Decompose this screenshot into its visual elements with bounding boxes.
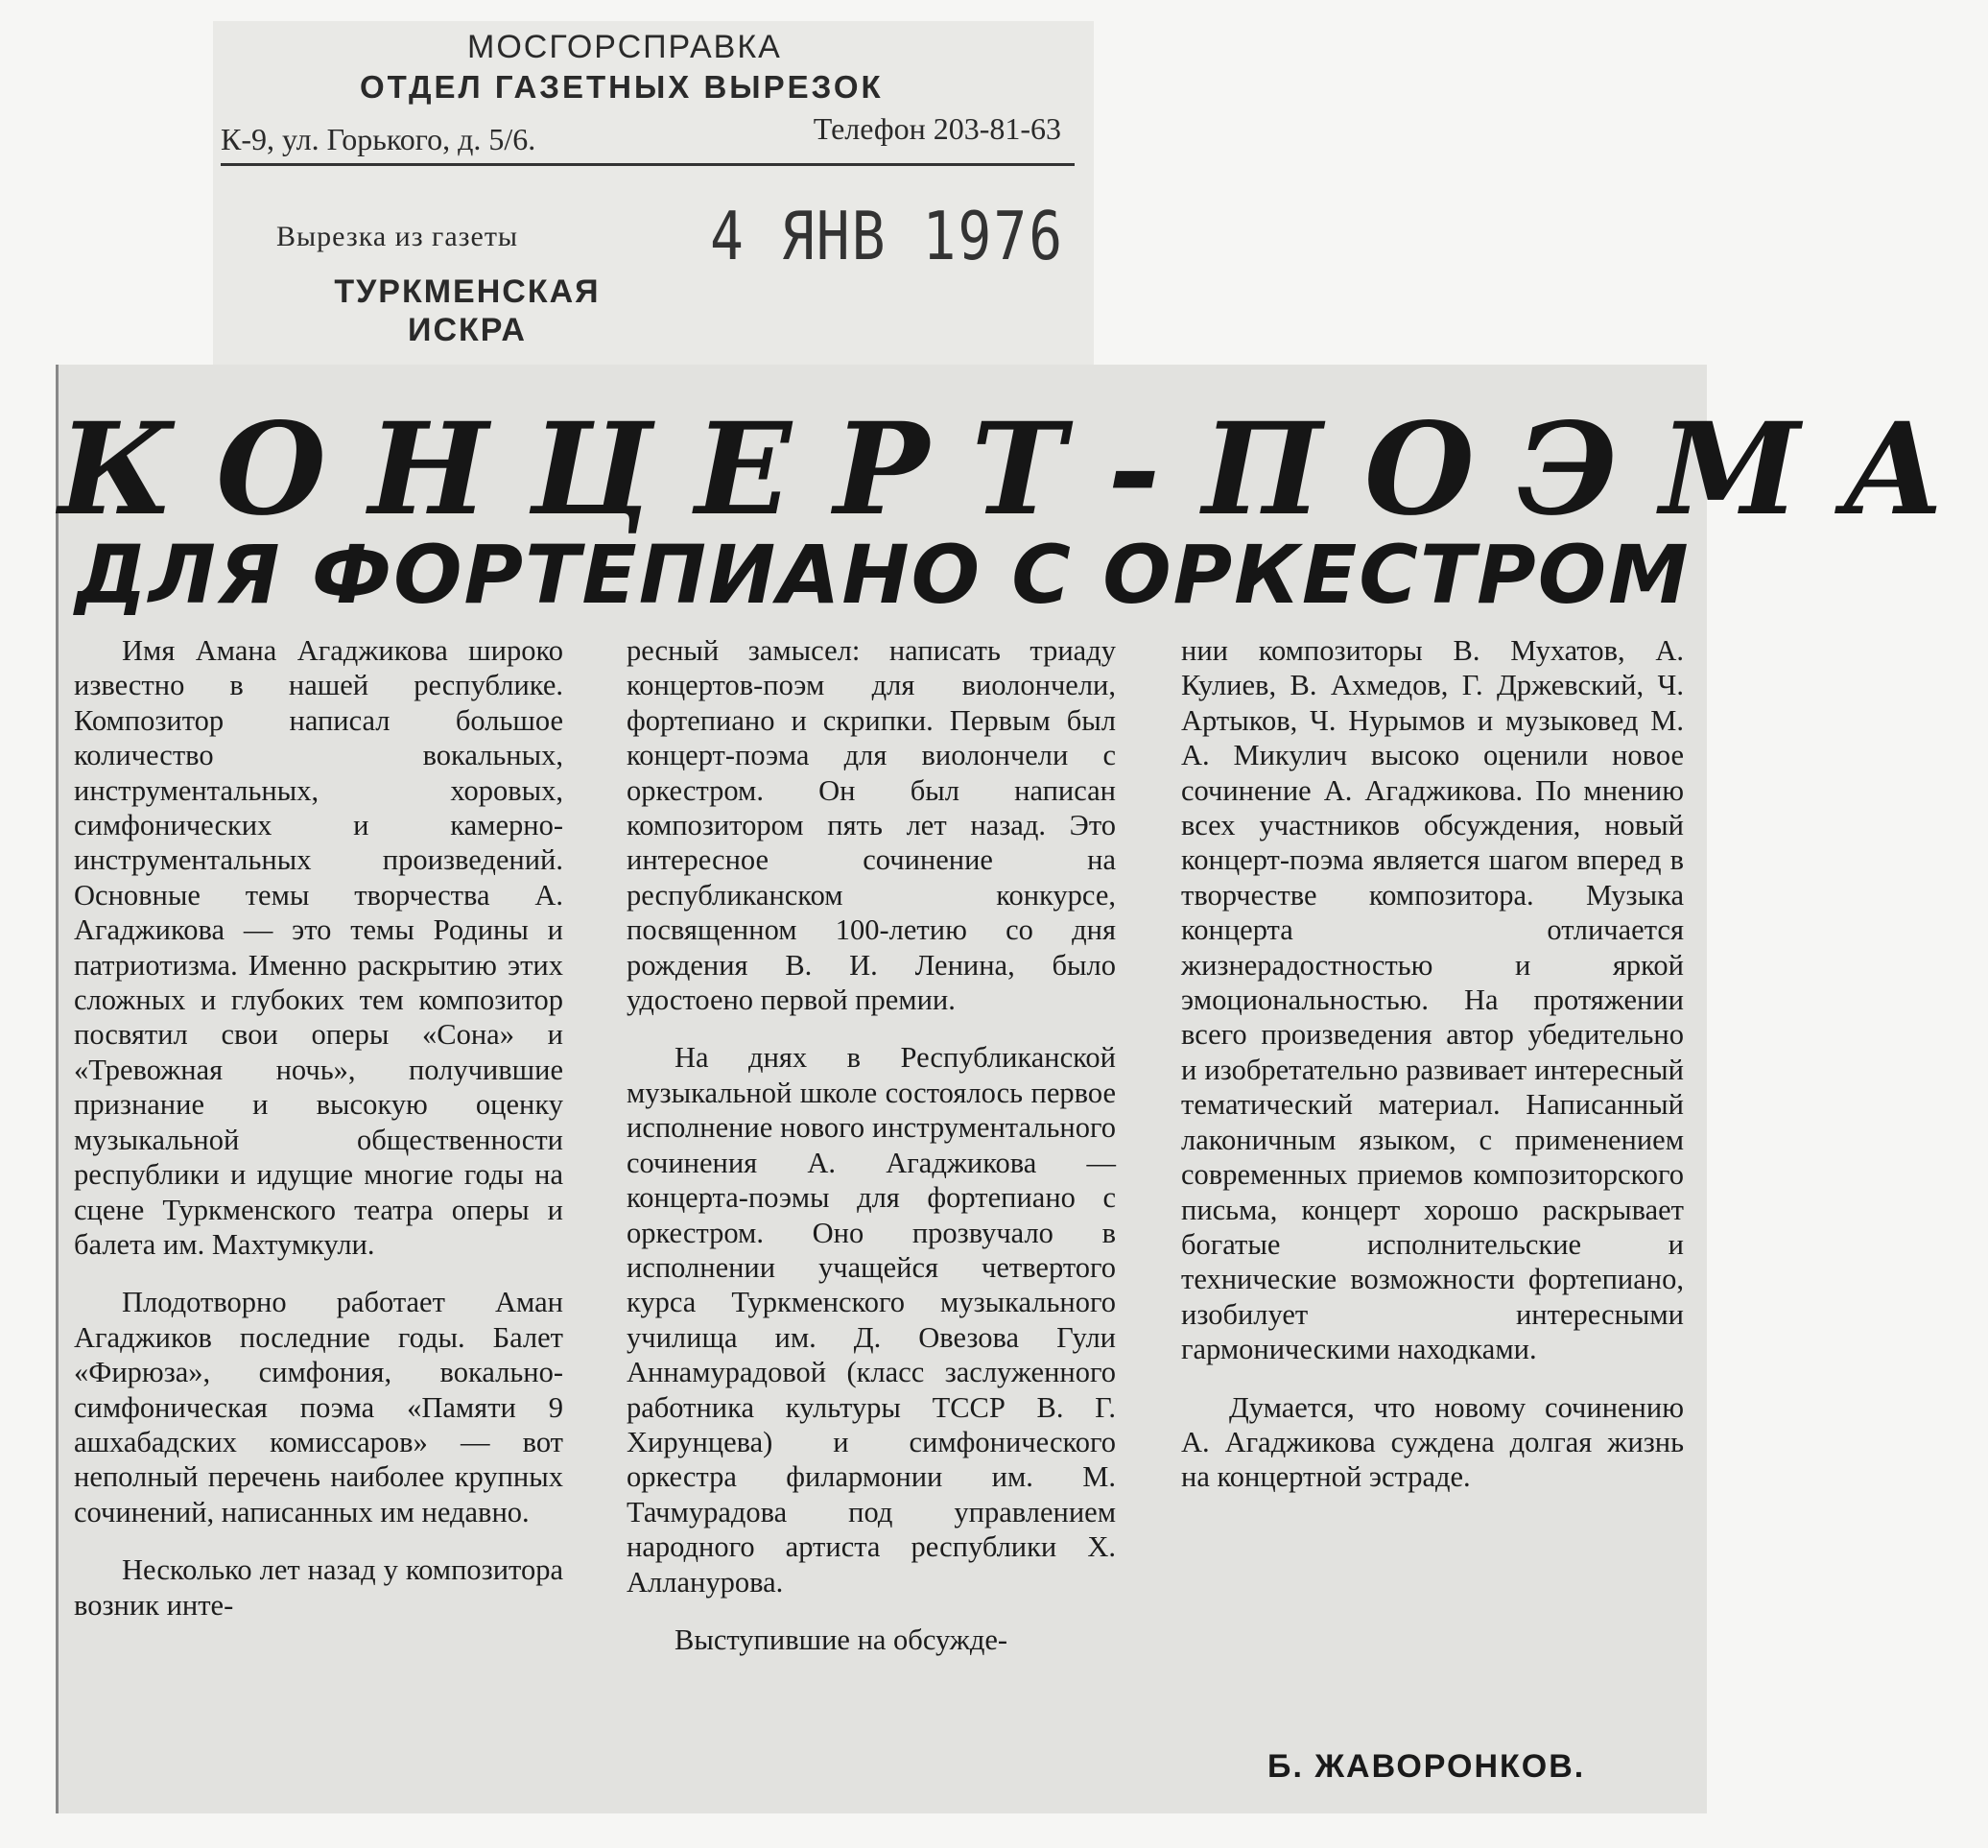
paragraph: ресный замысел: написать триаду концертов-поэм для виолончели, фортепиано и скрипки. Первым был концерт-поэма для виолончели с оркестром. Он был написан композитором пять лет назад. Это интересное сочинение на республиканском конкурсе, посвященном 100-летию со дня рождения В. И. Ленина, было удостоено первой премии.: [627, 634, 1116, 1017]
article-column-2: [627, 633, 1116, 1680]
paragraph: Несколько лет назад у композитора возник инте-: [74, 1553, 563, 1622]
stamp-date: 4 ЯНВ 1976: [710, 197, 1065, 275]
newspaper-clipping: [56, 365, 1988, 1813]
stamp-phone: Телефон 203-81-63: [813, 111, 1061, 146]
stamp-divider: [221, 163, 1075, 166]
clipping-service-stamp: [213, 21, 1094, 409]
article-author: Б. ЖАВОРОНКОВ.: [1267, 1748, 1586, 1785]
paragraph: Имя Амана Агаджикова широко известно в нашей республике. Композитор написал большое количество вокальных, инструментальных, хоровых, симфонических и камерно-инструментальных произведений. Основные темы творчества А. Агаджикова — это темы Родины и патриотизма. Именно раскрытию этих сложных и глубоких тем композитор посвятил свои оперы «Сона» и «Тревожная ночь», получившие признание и высокую оценку музыкальной общественности республики и идущие многие годы на сцене Туркменского театра оперы и балета им. Махтумкули.: [74, 634, 563, 1261]
paragraph: нии композиторы В. Мухатов, А. Кулиев, В. Ахмедов, Г. Држевский, Ч. Артыков, Ч. Нурымов и музыковед М. А. Микулич высоко оценили новое сочинение А. Агаджикова. По мнению всех участников обсуждения, новый концерт-поэма является шагом вперед в творчестве композитора. Музыка концерта отличается жизнерадостностью и яркой эмоциональностью. На протяжении всего произведения автор убедительно и изобретательно развивает интересный тематический материал. Написанный лаконичным языком, с применением современных приемов композиторского письма, концерт хорошо раскрывает богатые исполнительские и технические возможности фортепиано, изобилует интересными гармоническими находками.: [1181, 634, 1684, 1366]
paragraph: На днях в Республиканской музыкальной школе состоялось первое исполнение нового инструментального сочинения А. Агаджикова — концерта-поэмы для фортепиано с оркестром. Оно прозвучало в исполнении учащейся четвертого курса Туркменского музыкального училища им. Д. Овезова Гули Аннамурадовой (класс заслуженного работника культуры ТССР В. Г. Хирунцева) и симфонического оркестра филармонии им. М. Тачмурадова под управлением народного артиста республики Х. Алланурова.: [627, 1041, 1116, 1599]
article-column-3: [1181, 633, 1684, 1518]
paragraph: Думается, что новому сочинению А. Агаджикова суждена долгая жизнь на концертной эстраде.: [1181, 1390, 1684, 1494]
stamp-organization: МОСГОРСПРАВКА: [467, 29, 782, 65]
article-column-1: [74, 633, 563, 1646]
paragraph: Выступившие на обсужде-: [674, 1623, 1008, 1656]
stamp-address: К-9, ул. Горького, д. 5/6.: [221, 122, 536, 156]
article-subheadline: ДЛЯ ФОРТЕПИАНО С ОРКЕСТРОМ: [75, 528, 1691, 622]
stamp-from-label: Вырезка из газеты: [276, 221, 519, 252]
paragraph: Плодотворно работает Аман Агаджиков последние годы. Балет «Фирюза», симфония, вокально-симфоническая поэма «Памяти 9 ашхабадских комиссаров» — вот неполный перечень наиболее крупных сочинений, написанных им недавно.: [74, 1286, 563, 1528]
stamp-department: ОТДЕЛ ГАЗЕТНЫХ ВЫРЕЗОК: [360, 69, 884, 105]
stamp-newspaper: ТУРКМЕНСКАЯ ИСКРА: [334, 273, 601, 348]
article-headline: КОНЦЕРТ-ПОЭМА: [59, 395, 1988, 544]
